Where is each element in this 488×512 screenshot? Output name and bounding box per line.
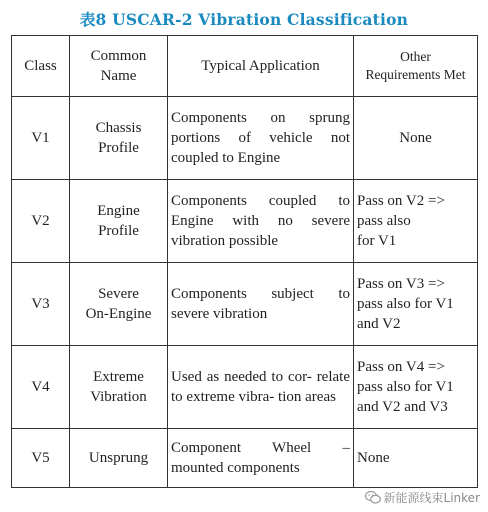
cell-text: Severe <box>98 286 139 302</box>
cell-text: Vibration <box>90 389 147 405</box>
cell-text: Chassis <box>95 120 142 136</box>
cell-common-name <box>70 180 168 263</box>
header-common-name-l2: Name <box>100 68 137 84</box>
cell-text: severe vibration <box>171 306 268 322</box>
cell-text: for V1 <box>357 233 397 249</box>
cell-text: Engine <box>97 203 140 219</box>
cell-text: Profile <box>98 223 139 239</box>
cell-text: pass also for V1 <box>357 379 454 395</box>
watermark <box>365 489 480 506</box>
cell-common-name <box>70 346 168 429</box>
cell-text: coupled to Engine <box>171 150 281 166</box>
cell-text: None <box>399 130 432 146</box>
cell-class: V5 <box>12 429 70 488</box>
cell-text: Pass on V2 => <box>357 193 445 209</box>
cell-text: Used as needed to cor- <box>171 369 312 385</box>
cell-text: Pass on V3 => <box>357 276 445 292</box>
cell-class: V1 <box>12 97 70 180</box>
cell-common-name <box>70 97 168 180</box>
cell-other-requirements <box>354 180 478 263</box>
cell-text: On-Engine <box>85 306 152 322</box>
cell-text: and V2 and V3 <box>357 399 448 415</box>
cell-text: Components subject to <box>171 286 350 302</box>
cell-text: Profile <box>98 140 139 156</box>
cell-typical-application <box>168 429 354 488</box>
cell-text: relate to extreme vibra- <box>171 369 350 405</box>
cell-typical-application <box>168 97 354 180</box>
header-common-name <box>70 36 168 97</box>
cell-typical-application <box>168 346 354 429</box>
cell-class: V3 <box>12 263 70 346</box>
header-typical-application: Typical Application <box>168 36 354 97</box>
watermark-text: 新能源线束Linker <box>383 491 480 505</box>
cell-common-name <box>70 263 168 346</box>
cell-text: portions of vehicle not <box>171 130 350 146</box>
header-common-name-l1: Common <box>90 48 147 64</box>
cell-typical-application <box>168 180 354 263</box>
cell-text: and V2 <box>357 316 401 332</box>
table-title: 表8 USCAR-2 Vibration Classification <box>79 10 409 29</box>
table-row <box>12 97 478 180</box>
header-other-l1: Other <box>400 49 431 64</box>
cell-text: vibration possible <box>171 233 279 249</box>
table-row <box>12 180 478 263</box>
cell-other-requirements <box>354 97 478 180</box>
wechat-icon <box>365 491 381 504</box>
table-header-row <box>12 36 478 97</box>
table-row <box>12 346 478 429</box>
cell-text: Component Wheel – <box>171 440 350 456</box>
header-other-l2: Requirements Met <box>365 67 466 82</box>
cell-common-name <box>70 429 168 488</box>
cell-text: pass also for V1 <box>357 296 454 312</box>
cell-text: Extreme <box>93 369 144 385</box>
cell-other-requirements <box>354 429 478 488</box>
cell-text: Components coupled to <box>171 193 350 209</box>
vibration-classification-table <box>11 35 478 488</box>
cell-text: mounted components <box>171 460 300 476</box>
table-row <box>12 429 478 488</box>
cell-class: V2 <box>12 180 70 263</box>
cell-other-requirements <box>354 263 478 346</box>
header-other-requirements <box>354 36 478 97</box>
cell-class: V4 <box>12 346 70 429</box>
cell-other-requirements <box>354 346 478 429</box>
cell-text: Engine with no severe <box>171 213 350 229</box>
cell-typical-application <box>168 263 354 346</box>
cell-text: pass also <box>357 213 411 229</box>
cell-text: Unsprung <box>88 450 149 466</box>
table-row <box>12 263 478 346</box>
cell-text: Components on sprung <box>171 110 350 126</box>
cell-text: Pass on V4 => <box>357 359 445 375</box>
header-class: Class <box>12 36 70 97</box>
cell-text: tion areas <box>278 389 336 405</box>
cell-text: None <box>357 450 390 466</box>
